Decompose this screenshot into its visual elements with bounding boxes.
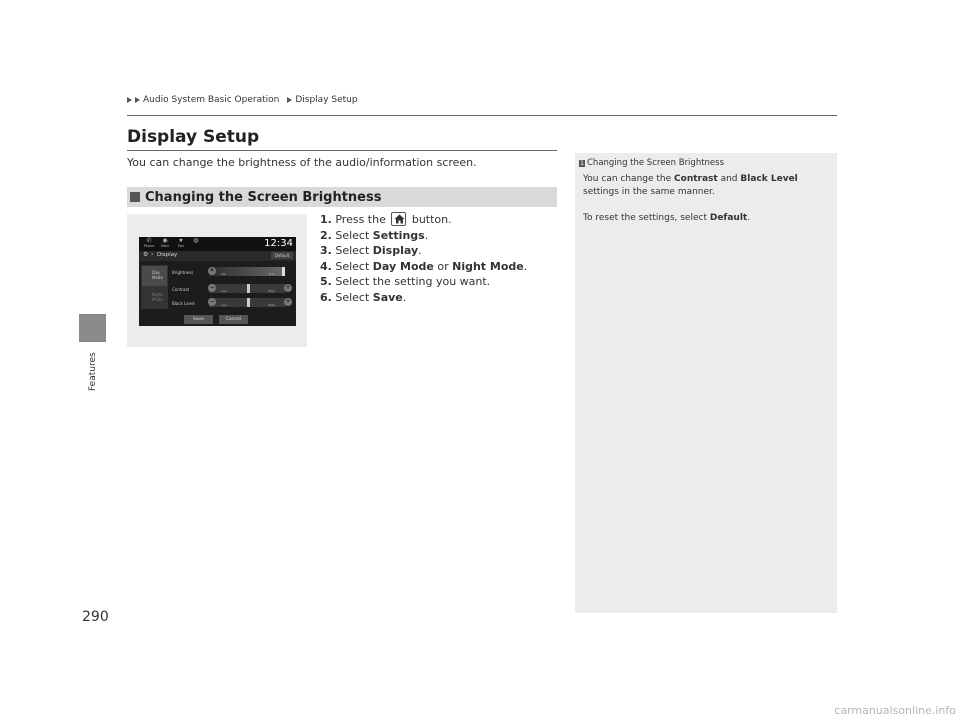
step-item: 6. Select Save.: [320, 290, 407, 304]
steps-list: [320, 212, 527, 306]
screen-clock: 12:34: [264, 238, 293, 249]
contrast-label: Contrast: [172, 287, 190, 292]
breadcrumb-part2: Display Setup: [295, 95, 358, 105]
title-rule: [127, 150, 557, 151]
phone-icon: ✆ Phone: [143, 237, 155, 248]
intro-text: You can change the brightness of the audio/information screen.: [127, 156, 477, 169]
screen-title: Display: [157, 252, 178, 258]
sound-icon: ◍: [193, 237, 199, 244]
display-settings-screen: [139, 237, 296, 326]
section-tab-marker: [79, 314, 106, 342]
save-button[interactable]: Save: [184, 315, 213, 324]
gear-icon: ⚙: [143, 251, 149, 258]
contrast-slider[interactable]: Low High: [209, 284, 285, 293]
subsection-header: [127, 187, 557, 207]
note-paragraph: You can change the Contrast and Black Level settings in the same manner.: [583, 174, 798, 197]
section-tab-label: Features: [88, 352, 98, 391]
black-level-label: Black Level: [172, 301, 195, 306]
step-item: 1. Press the button.: [320, 213, 452, 226]
mode-selector: [141, 265, 168, 309]
breadcrumb-part1: Audio System Basic Operation: [143, 95, 280, 105]
page-number: 290: [82, 609, 109, 625]
subsection-title: Changing the Screen Brightness: [145, 189, 382, 205]
contrast-decrease-button[interactable]: −: [209, 284, 215, 291]
chevron-right-icon: [287, 97, 292, 103]
note-paragraph: To reset the settings, select Default.: [583, 213, 751, 223]
fav-icon: ★ Fav: [178, 237, 184, 248]
note-marker-icon: 1: [580, 159, 584, 167]
brightness-decrease-button[interactable]: ✶: [209, 267, 215, 274]
header-rule: [127, 115, 837, 116]
breadcrumb: [127, 95, 358, 105]
page-title: Display Setup: [127, 127, 260, 147]
brightness-label: Brightness: [172, 270, 194, 275]
chevron-right-icon: [127, 97, 132, 103]
note-body: [583, 173, 831, 238]
navi-icon: ◉ Navi: [161, 237, 169, 248]
step-item: 4. Select Day Mode or Night Mode.: [320, 259, 528, 273]
note-heading: 1 Changing the Screen Brightness: [580, 158, 725, 168]
step-item: 5. Select the setting you want.: [320, 275, 491, 289]
watermark: carmanualsonline.info: [834, 704, 956, 717]
day-mode-button[interactable]: Day Mode: [142, 266, 167, 286]
screen-top-bar: [139, 237, 296, 251]
step-item: 2. Select Settings.: [320, 228, 429, 242]
step-item: 3. Select Display.: [320, 244, 422, 258]
contrast-increase-button[interactable]: +: [285, 284, 291, 291]
chevron-right-icon: ›: [151, 251, 154, 258]
chevron-right-icon: [135, 97, 140, 103]
black-level-increase-button[interactable]: +: [285, 298, 291, 305]
note-panel: [575, 153, 837, 613]
default-button[interactable]: Default: [271, 252, 293, 259]
home-icon: [391, 212, 406, 226]
square-bullet-icon: [130, 192, 140, 202]
black-level-slider[interactable]: Low High: [209, 298, 285, 307]
black-level-decrease-button[interactable]: −: [209, 298, 215, 305]
screen-title-bar: [139, 251, 296, 261]
brightness-slider[interactable]: Min Max: [209, 267, 285, 276]
cancel-button[interactable]: Cancel: [219, 315, 248, 324]
night-mode-button[interactable]: Night Mode: [152, 292, 163, 302]
